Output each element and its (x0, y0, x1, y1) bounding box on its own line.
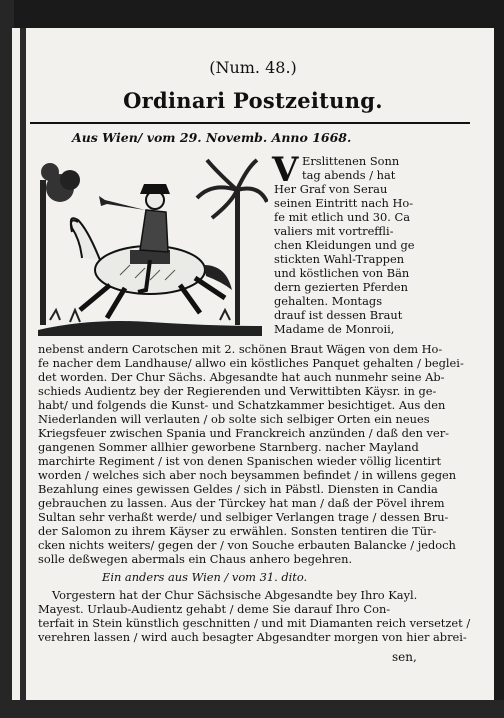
post-rider-woodcut-image (30, 150, 268, 336)
drop-cap: V (272, 150, 299, 190)
text-line: cken nichts weiters/ gegen der / von Souche erbauten Balancke / jedoch (38, 538, 456, 552)
text-line: tag abends / hat (302, 168, 396, 182)
text-line: Erslittenen Sonn (302, 154, 400, 168)
title-rule (30, 122, 470, 124)
text-line: nebenst andern Carotschen mit 2. schönen Braut Wägen von dem Ho- (38, 342, 443, 356)
text-line: worden / welches sich aber noch beysammen befindet / in willens gegen (38, 468, 457, 482)
text-line: habt/ und folgends die Kunst- und Schatzkammer besichtiget. Aus den (38, 398, 446, 412)
text-line: det worden. Der Chur Sächs. Abgesandte hat auch nunmehr seine Ab- (38, 370, 445, 384)
section-heading: Ein anders aus Wien / vom 31. dito. (102, 570, 308, 584)
text-line: Vorgestern hat der Chur Sächsische Abgesandte bey Ihro Kayl. (52, 588, 418, 602)
text-line: gebrauchen zu lassen. Aus der Türckey hat man / daß der Pövel ihrem (38, 496, 445, 510)
issue-number: (Num. 48.) (209, 58, 297, 77)
text-line: gehalten. Montags (274, 294, 383, 308)
text-line: verehren lassen / wird auch besagter Abgesandter morgen von hier abrei- (38, 630, 467, 644)
text-line: drauf ist dessen Braut (274, 308, 403, 322)
text-line: terfait in Stein künstlich geschnitten / und mit Diamanten reich versetzet / (38, 616, 471, 630)
text-line: Bezahlung eines gewissen Geldes / sich in Päbstl. Diensten in Candia (38, 482, 438, 496)
scan-border-bottom (0, 700, 504, 718)
text-line: und köstlichen von Bän (274, 266, 410, 280)
text-line: seinen Eintritt nach Ho- (274, 196, 414, 210)
newspaper-page (12, 28, 494, 700)
text-line: Mayest. Urlaub-Audientz gehabt / deme Sie darauf Ihro Con- (38, 602, 391, 616)
binding-gutter (20, 28, 26, 700)
text-line: stickten Wahl-Trappen (274, 252, 405, 266)
text-line: dern gezierten Pferden (274, 280, 409, 294)
text-line: valiers mit vortreffli- (274, 224, 394, 238)
newspaper-title: Ordinari Postzeitung. (123, 88, 383, 113)
text-line: fe mit etlich und 30. Ca (274, 210, 410, 224)
text-line: fe nacher dem Landhause/ allwo ein köstliches Panquet gehalten / beglei- (38, 356, 464, 370)
text-line: Her Graf von Serau (274, 182, 388, 196)
text-line: Madame de Monroii, (274, 322, 395, 336)
text-line: gangenen Sommer allhier geworbene Starnberg. nacher Mayland (38, 440, 419, 454)
text-line: schieds Audientz bey der Regierenden und Verwittibten Käysr. in ge- (38, 384, 437, 398)
text-line: solle deßwegen abermals ein Chaus anhero begehren. (38, 552, 353, 566)
text-line: der Salomon zu ihrem Käyser zu erwählen. Sonsten tentiren die Tür- (38, 524, 437, 538)
text-line: Niederlanden will verlauten / ob solte sich selbiger Orten ein neues (38, 412, 430, 426)
text-line: Sultan sehr verhaßt werde/ und selbiger Verlangen trage / dessen Bru- (38, 510, 449, 524)
text-line: marchirte Regiment / ist von denen Spanischen wieder völlig licentirt (38, 454, 442, 468)
dateline: Aus Wien/ vom 29. Novemb. Anno 1668. (72, 130, 352, 145)
catchword: sen, (392, 650, 417, 664)
text-line: chen Kleidungen und ge (274, 238, 415, 252)
text-line: Kriegsfeuer zwischen Spania und Franckreich anzünden / daß den ver- (38, 426, 450, 440)
